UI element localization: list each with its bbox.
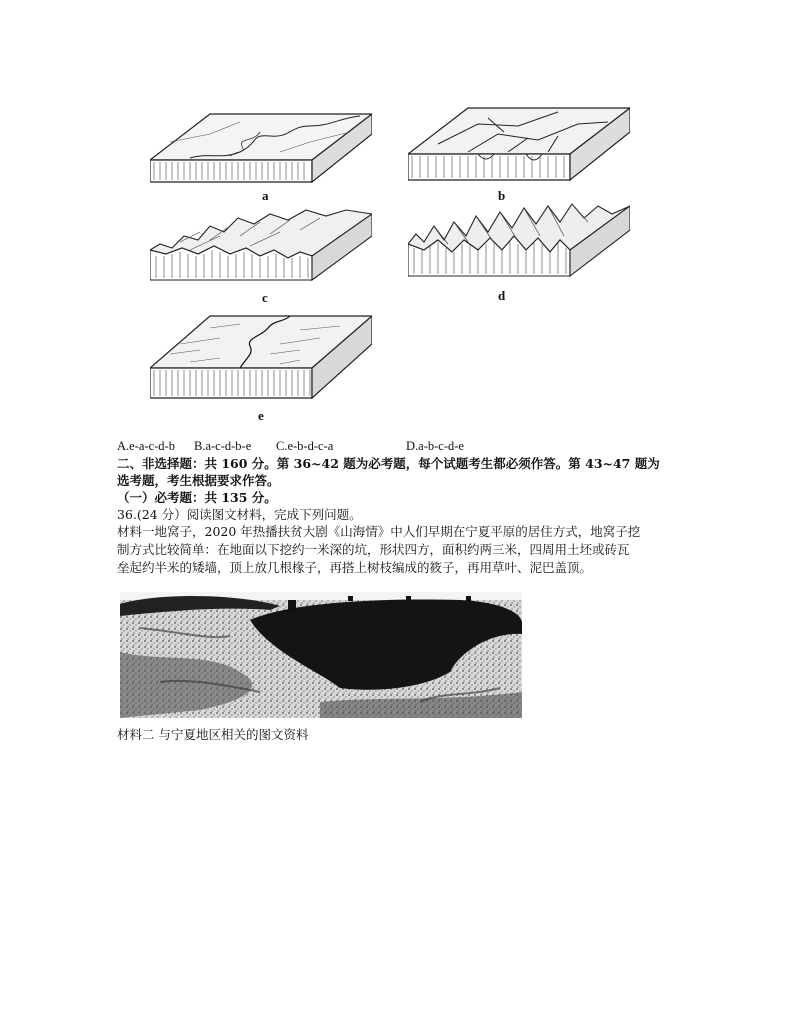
- option-b: B.a-c-d-b-e: [194, 439, 252, 453]
- option-d: D.a-b-c-d-e: [406, 439, 464, 453]
- material1-line1: 材料一地窝子，2020 年热播扶贫大剧《山海情》中人们早期在宁夏平原的居住方式，地窝子挖: [117, 524, 641, 539]
- figure-label-b: b: [498, 188, 506, 203]
- section2-line2: 选考题，考生根据要求作答。: [117, 473, 280, 488]
- figure-label-d: d: [498, 288, 506, 303]
- diwozi-photo: [120, 592, 522, 718]
- landform-diagram-a: [150, 112, 372, 186]
- answer-options: [117, 438, 464, 455]
- option-c: C.e-b-d-c-a: [276, 439, 334, 453]
- section2-line1: 二、非选择题：共 160 分。第 36~42 题为必考题，每个试题考生都必须作答。第 43~47 题为: [117, 456, 660, 471]
- figure-label-a: a: [262, 188, 269, 203]
- landform-diagram-b: [408, 104, 630, 186]
- material2-heading: 材料二 与宁夏地区相关的图文资料: [117, 727, 309, 742]
- question-36: 36.(24 分）阅读图文材料，完成下列问题。: [117, 507, 362, 522]
- figure-label-e: e: [258, 408, 264, 423]
- landform-diagram-e: [150, 314, 372, 402]
- material1-line3: 垒起约半米的矮墙，顶上放几根椽子，再搭上树枝编成的筱子，再用草叶、泥巴盖顶。: [117, 560, 593, 575]
- option-a: A.e-a-c-d-b: [117, 439, 175, 453]
- figure-label-c: c: [262, 290, 268, 305]
- landform-diagram-c: [150, 206, 372, 284]
- subsection-heading: （一）必考题：共 135 分。: [117, 490, 277, 505]
- landform-diagram-d: [408, 200, 630, 282]
- material1-line2: 制方式比较简单：在地面以下挖约一米深的坑，形状四方，面积约两三米，四周用土坯或砖瓦: [117, 542, 630, 557]
